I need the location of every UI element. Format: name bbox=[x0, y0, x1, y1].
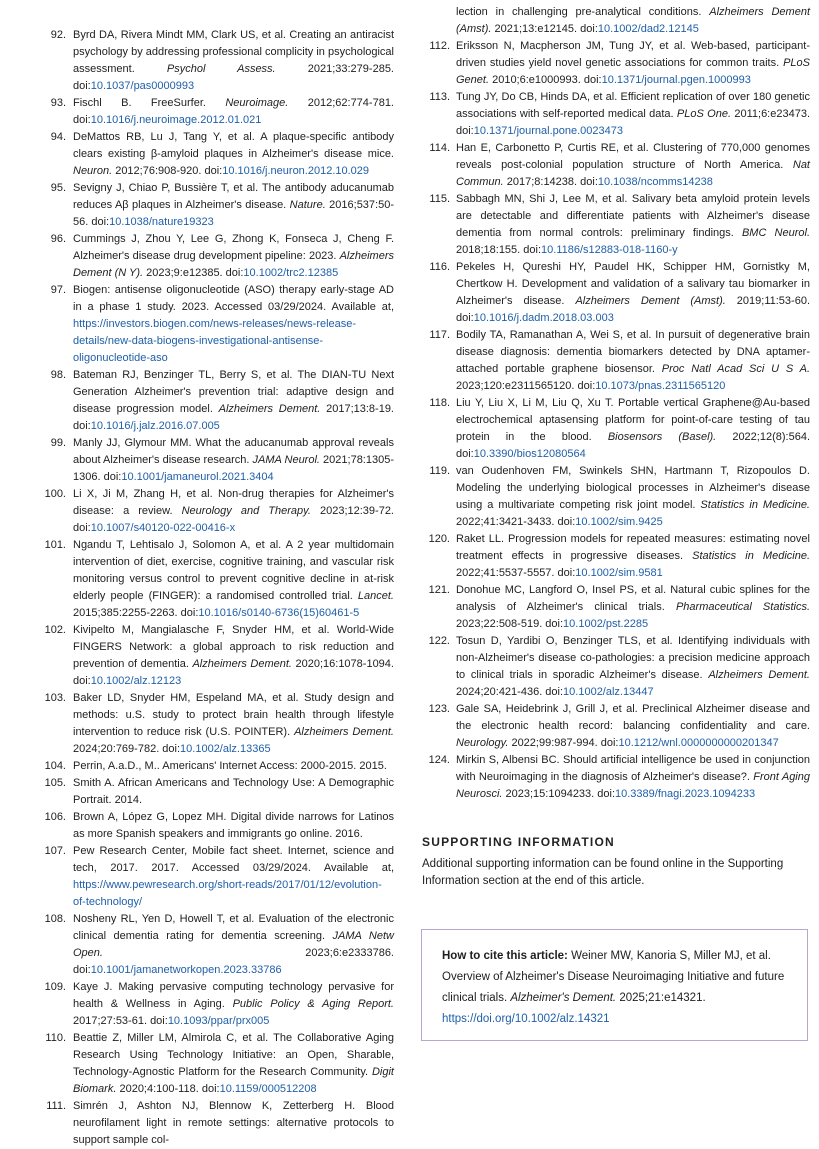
reference-details: 2023;9:e12385. doi: bbox=[143, 267, 244, 279]
reference-text: DeMattos RB, Lu J, Tang Y, et al. A plaque-specific antibody clears existing β-amyloid plaques in Alzheimer's disease mice. bbox=[73, 131, 394, 160]
reference-details: 2023;120:e2311565120. doi: bbox=[456, 380, 596, 392]
reference-text: Perrin, A.a.D., M.. Americans' Internet Access: 2000-2015. 2015. bbox=[73, 760, 387, 772]
reference-item bbox=[36, 282, 394, 367]
reference-details: 2011;6:e23473. doi: bbox=[456, 108, 810, 137]
reference-item bbox=[36, 758, 394, 775]
reference-number: 114. bbox=[429, 142, 450, 154]
reference-details: 2020;16:1078-1094. doi: bbox=[73, 658, 394, 687]
reference-details: 2012;76:908-920. doi: bbox=[112, 165, 223, 177]
reference-number: 119. bbox=[429, 465, 450, 477]
reference-text: Bateman RJ, Benzinger TL, Berry S, et al. The DIAN-TU Next Generation Alzheimer's prevention trial: adaptive design and disease progression model. bbox=[73, 369, 394, 415]
reference-doi-link[interactable]: 10.1016/j.dadm.2018.03.003 bbox=[473, 312, 614, 324]
reference-text: Bodily TA, Ramanathan A, Wei S, et al. In pursuit of degenerative brain disease diagnosis: dementia biomarkers detected by DNA aptamer-attached portable graphene biosensor. bbox=[456, 329, 810, 375]
reference-details: 2021;13:e12145. doi: bbox=[491, 23, 598, 35]
reference-details: 2015;385:2255-2263. doi: bbox=[73, 607, 199, 619]
reference-doi-link[interactable]: 10.1073/pnas.2311565120 bbox=[595, 380, 726, 392]
reference-text: Brown A, López G, Lopez MH. Digital divide narrows for Latinos as more Spanish speakers and immigrants go online. 2016. bbox=[73, 811, 394, 840]
reference-text: Sevigny J, Chiao P, Bussière T, et al. The antibody aducanumab reduces Aβ plaques in Alzheimer's disease. bbox=[73, 182, 394, 211]
reference-text: Tung JY, Do CB, Hinds DA, et al. Efficient replication of over 180 genetic associations with self-reported medical data. bbox=[456, 91, 810, 120]
reference-number: 111. bbox=[46, 1100, 66, 1112]
reference-journal: Neuron. bbox=[73, 165, 113, 177]
reference-item bbox=[36, 843, 394, 911]
reference-url-link[interactable]: https://www.pewresearch.org/short-reads/2017/01/12/evolution-of-technology/ bbox=[73, 879, 382, 908]
reference-number: 92. bbox=[50, 29, 66, 41]
reference-item bbox=[36, 911, 394, 979]
reference-text: Donohue MC, Langford O, Insel PS, et al. Natural cubic splines for the analysis of Alzheimer's clinical trials. bbox=[456, 584, 810, 613]
reference-journal: Alzheimers Dement (Amst). bbox=[575, 295, 726, 307]
reference-url-link[interactable]: https://investors.biogen.com/news-releases/news-release-details/new-data-biogens-investigational-antisense-oligonucleotide-aso bbox=[73, 318, 357, 364]
reference-number: 102. bbox=[44, 624, 66, 636]
reference-item bbox=[420, 140, 810, 191]
reference-details: 2024;20:769-782. doi: bbox=[73, 743, 181, 755]
reference-journal: PLoS Genet. bbox=[456, 57, 810, 86]
reference-item bbox=[36, 622, 394, 690]
reference-text: Smith A. African Americans and Technology Use: A Demographic Portrait. 2014. bbox=[73, 777, 394, 806]
reference-journal: PLoS One. bbox=[676, 108, 732, 120]
reference-journal: BMC Neurol. bbox=[741, 227, 810, 239]
reference-doi-link[interactable]: 10.1016/s0140-6736(15)60461-5 bbox=[198, 607, 360, 619]
reference-doi-link[interactable]: 10.1002/sim.9581 bbox=[575, 567, 663, 579]
reference-item bbox=[420, 38, 810, 89]
citation-details: 2025;21:e14321. bbox=[616, 992, 706, 1004]
reference-number: 94. bbox=[50, 131, 66, 143]
reference-text: Beattie Z, Miller LM, Almirola C, et al. The Collaborative Aging Research Using Technology Initiative: an Open, Sharable, Technology-Agnostic Platform for the Research Community. bbox=[73, 1032, 394, 1078]
reference-journal: Biosensors (Basel). bbox=[607, 431, 717, 443]
reference-item bbox=[36, 435, 394, 486]
reference-journal: Alzheimers Dement. bbox=[192, 658, 292, 670]
reference-journal: Alzheimers Dement. bbox=[294, 726, 394, 738]
supporting-info-text: Additional supporting information can be found online in the Supporting Information section at the end of this article. bbox=[422, 858, 784, 887]
reference-details: 2017;13:8-19. doi: bbox=[73, 403, 394, 432]
reference-doi-link[interactable]: 10.1016/j.jalz.2016.07.005 bbox=[90, 420, 220, 432]
reference-text: Fischl B. FreeSurfer. bbox=[73, 97, 226, 109]
reference-item bbox=[36, 537, 394, 622]
reference-item bbox=[420, 531, 810, 582]
reference-number: 122. bbox=[428, 635, 450, 647]
reference-text: Gale SA, Heidebrink J, Grill J, et al. Preclinical Alzheimer disease and the electronic health record: balancing confidentiality and care. bbox=[456, 703, 810, 732]
reference-doi-link[interactable]: 10.1016/j.neuron.2012.10.029 bbox=[222, 165, 370, 177]
reference-journal: Neurology and Therapy. bbox=[181, 505, 311, 517]
reference-doi-link[interactable]: 10.1371/journal.pone.0023473 bbox=[473, 125, 623, 137]
reference-doi-link[interactable]: 10.1001/jamaneurol.2021.3404 bbox=[121, 471, 274, 483]
reference-details: 2021;33:279-285. doi: bbox=[73, 63, 394, 92]
reference-item bbox=[420, 4, 810, 38]
reference-details: 2023;15:1094233. doi: bbox=[502, 788, 616, 800]
reference-doi-link[interactable]: 10.1159/000512208 bbox=[219, 1083, 317, 1095]
reference-journal: Alzheimers Dement. bbox=[708, 669, 810, 681]
reference-details: 2017;27:53-61. doi: bbox=[73, 1015, 168, 1027]
reference-journal: JAMA Neurol. bbox=[252, 454, 320, 466]
reference-number: 123. bbox=[428, 703, 450, 715]
reference-text: Pekeles H, Qureshi HY, Paudel HK, Schipper HM, Gornistky M, Chertkow H. Development and validation of a salivary tau biomarker in Alzheimer's disease. bbox=[456, 261, 810, 307]
supporting-info-heading: SUPPORTING INFORMATION bbox=[422, 835, 615, 849]
reference-text: van Oudenhoven FM, Swinkels SHN, Hartmann T, Rizopoulos D. Modeling the underlying biological processes in Alzheimer's disease using a multivariate competing risk joint model. bbox=[456, 465, 810, 511]
left-column bbox=[36, 27, 394, 1149]
reference-text: Manly JJ, Glymour MM. What the aducanumab approval reveals about Alzheimer's disease research. bbox=[73, 437, 394, 466]
reference-journal: Neuroimage. bbox=[225, 97, 289, 109]
reference-doi-link[interactable]: 10.1002/sim.9425 bbox=[575, 516, 663, 528]
reference-doi-link[interactable]: 10.1016/j.neuroimage.2012.01.021 bbox=[90, 114, 262, 126]
reference-number: 106. bbox=[44, 811, 66, 823]
reference-number: 110. bbox=[45, 1032, 66, 1044]
reference-number: 96. bbox=[50, 233, 66, 245]
reference-journal: Neurology. bbox=[456, 737, 509, 749]
reference-details: 2019;11:53-60. doi: bbox=[456, 295, 810, 324]
reference-number: 93. bbox=[50, 97, 66, 109]
reference-text: Kaye J. Making pervasive computing technology pervasive for health & Wellness in Aging. bbox=[73, 981, 394, 1010]
reference-doi-link[interactable]: 10.1002/trc2.12385 bbox=[243, 267, 339, 279]
reference-text: Mirkin S, Albensi BC. Should artificial intelligence be used in conjunction with Neuroimaging in the diagnosis of Alzheimer's disease?. bbox=[456, 754, 810, 783]
reference-doi-link[interactable]: 10.1002/alz.13447 bbox=[563, 686, 654, 698]
reference-journal: Statistics in Medicine. bbox=[692, 550, 810, 562]
reference-text: Liu Y, Liu X, Li M, Liu Q, Xu T. Portable vertical Graphene@Au-based electrochemical aptasensing platform for point-of-care testing of tau protein in the blood. bbox=[456, 397, 810, 443]
reference-text: Baker LD, Snyder HM, Espeland MA, et al. Study design and methods: u.S. study to protect brain health through lifestyle intervention to reduce risk (U.S. POINTER). bbox=[73, 692, 394, 738]
reference-number: 104. bbox=[44, 760, 66, 772]
reference-details: 2020;4:100-118. doi: bbox=[116, 1083, 220, 1095]
citation-body: Weiner MW, Kanoria S, Miller MJ, et al. Overview of Alzheimer's Disease Neuroimaging Initiative and future clinical trials. bbox=[442, 950, 785, 1004]
reference-details: 2010;6:e1000993. doi: bbox=[489, 74, 602, 86]
reference-number: 112. bbox=[429, 40, 450, 52]
reference-text: Han E, Carbonetto P, Curtis RE, et al. Clustering of 770,000 genomes reveals post-colonial population structure of North America. bbox=[456, 142, 810, 171]
reference-item bbox=[420, 582, 810, 633]
reference-number: 108. bbox=[44, 913, 66, 925]
reference-text: Eriksson N, Macpherson JM, Tung JY, et al. Web-based, participant-driven studies yield novel genetic associations for common traits. bbox=[456, 40, 810, 69]
reference-list-right bbox=[420, 4, 810, 803]
reference-text: lection in challenging pre-analytical conditions. bbox=[456, 6, 710, 18]
reference-number: 109. bbox=[44, 981, 66, 993]
reference-item bbox=[420, 752, 810, 803]
reference-number: 101. bbox=[44, 539, 66, 551]
reference-number: 117. bbox=[429, 329, 450, 341]
reference-item bbox=[420, 701, 810, 752]
reference-journal: Statistics in Medicine. bbox=[700, 499, 810, 511]
reference-number: 95. bbox=[50, 182, 66, 194]
reference-details: 2021;78:1305-1306. doi: bbox=[73, 454, 394, 483]
reference-details: 2018;18:155. doi: bbox=[456, 244, 542, 256]
reference-text: Tosun D, Yardibi O, Benzinger TLS, et al. Identifying individuals with non-Alzheimer's disease co-pathologies: a precision medicine approach to clinical trials in sporadic Alzheimer's disease. bbox=[456, 635, 810, 681]
reference-text: Raket LL. Progression models for repeated measures: estimating novel treatment effects in progressive diseases. bbox=[456, 533, 810, 562]
reference-doi-link[interactable]: 10.1371/journal.pgen.1000993 bbox=[601, 74, 751, 86]
reference-journal: Nat Commun. bbox=[456, 159, 810, 188]
reference-number: 99. bbox=[50, 437, 66, 449]
citation-text bbox=[442, 946, 787, 1030]
reference-doi-link[interactable]: 10.1038/nature19323 bbox=[109, 216, 214, 228]
reference-journal: Alzheimers Dement (Amst). bbox=[456, 6, 810, 35]
reference-item bbox=[36, 180, 394, 231]
reference-text: Byrd DA, Rivera Mindt MM, Clark US, et al. Creating an antiracist psychology by addressing professional complicity in psychological assessment. bbox=[73, 29, 394, 75]
reference-journal: Digit Biomark. bbox=[73, 1066, 394, 1095]
reference-details: 2023;22:508-519. doi: bbox=[456, 618, 564, 630]
reference-number: 118. bbox=[429, 397, 450, 409]
reference-item bbox=[36, 95, 394, 129]
reference-item bbox=[36, 486, 394, 537]
reference-doi-link[interactable]: 10.1002/dad2.12145 bbox=[597, 23, 699, 35]
reference-item bbox=[420, 327, 810, 395]
reference-doi-link[interactable]: 10.1212/wnl.0000000000201347 bbox=[618, 737, 779, 749]
reference-text: Sabbagh MN, Shi J, Lee M, et al. Salivary beta amyloid protein levels are detectable and differentiate patients with Alzheimer's disease dementia from normal controls: preliminary findings. bbox=[456, 193, 810, 239]
reference-text: Ngandu T, Lehtisalo J, Solomon A, et al. A 2 year multidomain intervention of diet, exercise, cognitive training, and vascular risk monitoring versus control to prevent cognitive decline in at-risk elderly people (FINGER): a randomised controlled trial. bbox=[73, 539, 394, 602]
reference-journal: Pharmaceutical Statistics. bbox=[675, 601, 811, 613]
reference-item bbox=[36, 775, 394, 809]
reference-doi-link[interactable]: 10.1002/alz.13365 bbox=[180, 743, 271, 755]
reference-doi-link[interactable]: 10.3390/bios12080564 bbox=[473, 448, 586, 460]
reference-number: 121. bbox=[428, 584, 450, 596]
reference-item bbox=[36, 690, 394, 758]
reference-doi-link[interactable]: 10.1037/pas0000993 bbox=[90, 80, 195, 92]
reference-details: 2024;20:421-436. doi: bbox=[456, 686, 564, 698]
reference-doi-link[interactable]: 10.1186/s12883-018-1160-y bbox=[541, 244, 678, 256]
reference-details: 2022;41:5537-5557. doi: bbox=[456, 567, 576, 579]
reference-journal: Nature. bbox=[289, 199, 326, 211]
reference-journal: Alzheimers Dement (N Y). bbox=[73, 250, 394, 279]
reference-text: Pew Research Center, Mobile fact sheet. Internet, science and tech, 2017. 2017. Accessed 03/29/2024. Available at, bbox=[73, 845, 394, 874]
reference-text: Kivipelto M, Mangialasche F, Snyder HM, et al. World-Wide FINGERS Network: a global approach to risk reduction and prevention of dementia. bbox=[73, 624, 394, 670]
reference-item bbox=[36, 27, 394, 95]
reference-item bbox=[36, 1030, 394, 1098]
reference-number: 97. bbox=[50, 284, 66, 296]
right-column bbox=[420, 4, 810, 803]
reference-number: 107. bbox=[44, 845, 66, 857]
reference-doi-link[interactable]: 10.1093/ppar/prx005 bbox=[167, 1015, 270, 1027]
reference-journal: JAMA Netw Open. bbox=[73, 930, 394, 959]
reference-text: Li X, Ji M, Zhang H, et al. Non-drug therapies for Alzheimer's disease: a review. bbox=[73, 488, 394, 517]
reference-details: 2016;537:50-56. doi: bbox=[73, 199, 395, 228]
reference-item bbox=[420, 89, 810, 140]
citation-box bbox=[421, 929, 808, 1041]
reference-item bbox=[420, 259, 810, 327]
reference-journal: Front Aging Neurosci. bbox=[456, 771, 810, 800]
reference-number: 113. bbox=[429, 91, 450, 103]
reference-item bbox=[420, 633, 810, 701]
reference-list-left bbox=[36, 27, 394, 1149]
reference-doi-link[interactable]: 10.3389/fnagi.2023.1094233 bbox=[615, 788, 756, 800]
reference-details: 2023;6:e2333786. doi: bbox=[73, 947, 394, 976]
reference-doi-link[interactable]: 10.1001/jamanetworkopen.2023.33786 bbox=[90, 964, 282, 976]
reference-number: 124. bbox=[428, 754, 450, 766]
reference-doi-link[interactable]: 10.1007/s40120-022-00416-x bbox=[90, 522, 236, 534]
reference-number: 120. bbox=[428, 533, 450, 545]
reference-journal: Public Policy & Aging Report. bbox=[232, 998, 394, 1010]
citation-label: How to cite this article: bbox=[442, 950, 568, 962]
reference-journal: Lancet. bbox=[357, 590, 394, 602]
reference-details: 2017;8:14238. doi: bbox=[503, 176, 598, 188]
reference-details: 2022;99:987-994. doi: bbox=[508, 737, 619, 749]
reference-item bbox=[36, 809, 394, 843]
reference-journal: Proc Natl Acad Sci U S A. bbox=[661, 363, 810, 375]
reference-number: 116. bbox=[429, 261, 450, 273]
reference-number: 115. bbox=[429, 193, 450, 205]
citation-journal: Alzheimer's Dement. bbox=[510, 992, 617, 1004]
reference-number: 105. bbox=[44, 777, 66, 789]
reference-doi-link[interactable]: 10.1002/pst.2285 bbox=[563, 618, 649, 630]
reference-item bbox=[420, 463, 810, 531]
reference-item bbox=[36, 367, 394, 435]
reference-details: 2023;12:39-72. doi: bbox=[73, 505, 394, 534]
citation-doi-link[interactable]: https://doi.org/10.1002/alz.14321 bbox=[442, 1013, 610, 1025]
reference-details: 2022;41:3421-3433. doi: bbox=[456, 516, 576, 528]
reference-details: 2022;12(8):564. doi: bbox=[456, 431, 810, 460]
reference-text: Cummings J, Zhou Y, Lee G, Zhong K, Fonseca J, Cheng F. Alzheimer's disease drug development pipeline: 2023. bbox=[73, 233, 394, 262]
reference-item bbox=[36, 979, 394, 1030]
reference-item bbox=[420, 395, 810, 463]
reference-doi-link[interactable]: 10.1038/ncomms14238 bbox=[597, 176, 713, 188]
reference-number: 103. bbox=[44, 692, 66, 704]
reference-text: Simrén J, Ashton NJ, Blennow K, Zetterberg H. Blood neurofilament light in remote settings: alternative protocols to support sample col- bbox=[73, 1100, 394, 1146]
reference-item bbox=[36, 1098, 394, 1149]
reference-text: Nosheny RL, Yen D, Howell T, et al. Evaluation of the electronic clinical dementia rating for dementia screening. bbox=[73, 913, 394, 942]
reference-item bbox=[36, 231, 394, 282]
reference-text: Biogen: antisense oligonucleotide (ASO) therapy early-stage AD in a phase 1 study. 2023. Accessed 03/29/2024. Available at, bbox=[73, 284, 394, 313]
reference-number: 100. bbox=[44, 488, 66, 500]
reference-details: 2012;62:774-781. doi: bbox=[73, 97, 394, 126]
reference-number: 98. bbox=[50, 369, 66, 381]
reference-journal: Psychol Assess. bbox=[166, 63, 276, 75]
reference-item bbox=[420, 191, 810, 259]
reference-doi-link[interactable]: 10.1002/alz.12123 bbox=[90, 675, 182, 687]
reference-item bbox=[36, 129, 394, 180]
reference-journal: Alzheimers Dement. bbox=[218, 403, 321, 415]
